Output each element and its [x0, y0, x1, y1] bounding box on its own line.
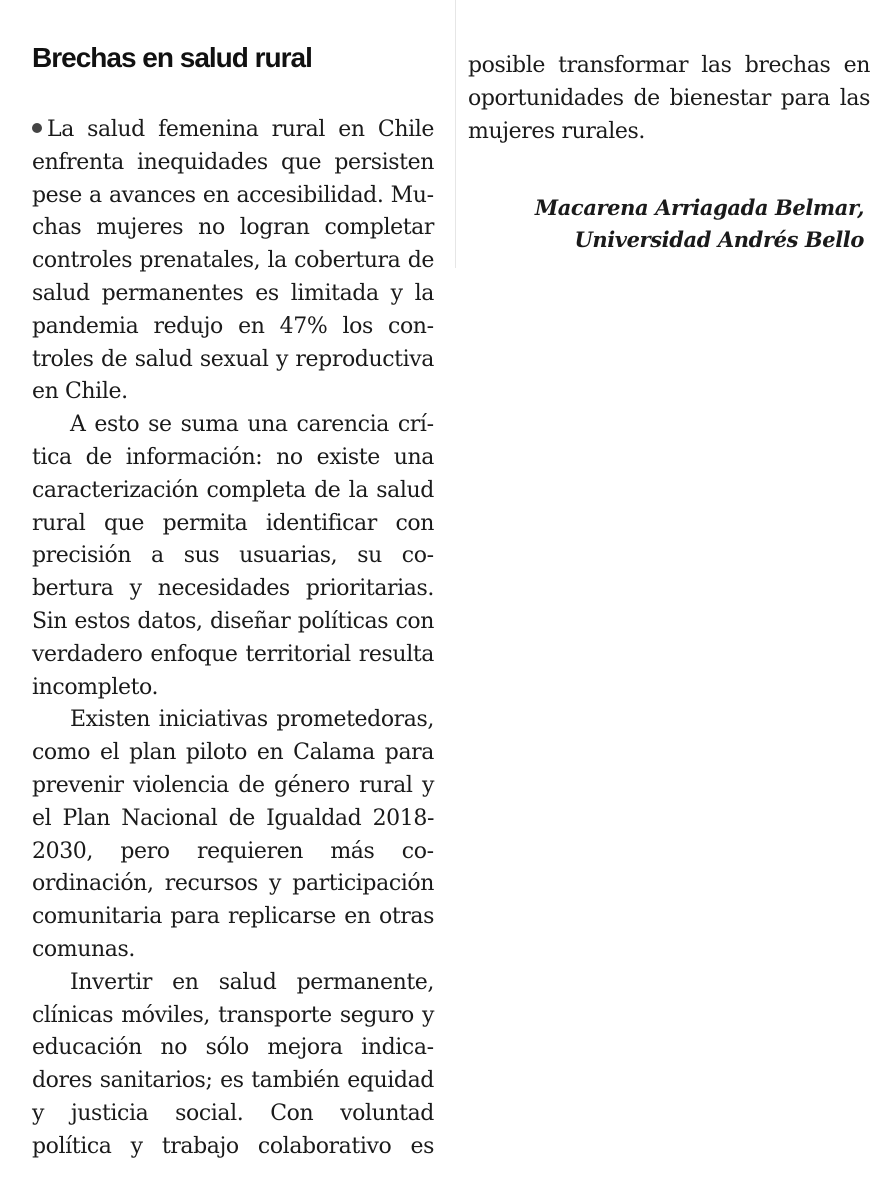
author-byline: [468, 192, 870, 256]
article-paragraph-4-end: posible transformar las brechas en oportunidades de bienestar para las mujeres rurales.: [468, 53, 870, 144]
article-paragraph-3: Existen iniciativas prometedoras, como el plan piloto en Calama para prevenir violencia de género rural y el Plan Nacional de Igualdad 2018-2030, pero requieren más coordinación, recursos y participación comunitaria para replicarse en otras comunas.: [32, 707, 434, 962]
article-column-left: [32, 40, 434, 1164]
article-paragraph-1: [32, 114, 434, 409]
author-affiliation: Universidad Andrés Bello: [574, 227, 864, 253]
article-column-right: [468, 50, 870, 256]
paragraph-1-text: La salud femenina rural en Chile enfrenta inequidades que persisten pese a avances en accesibilidad. Muchas mujeres no logran completar controles prenatales, la cobertura de salud permanentes es limitada y la pandemia redujo en 47% los controles de salud sexual y reproductiva en Chile.: [32, 117, 434, 405]
bullet-icon: [32, 123, 42, 133]
article-paragraph-4-start: Invertir en salud permanente, clínicas móviles, transporte seguro y educación no sólo mejora indicadores sanitarios; es también equidad y justicia social. Con voluntad política y trabajo colaborativo es: [32, 969, 434, 1159]
author-name: Macarena Arriagada Belmar,: [534, 195, 864, 221]
article-headline: Brechas en salud rural: [32, 42, 312, 73]
article-paragraph-2: A esto se suma una carencia crítica de información: no existe una caracterización completa de la salud rural que permita identificar con precisión a sus usuarias, su cobertura y necesidades prioritarias. Sin estos datos, diseñar políticas con verdadero enfoque territorial resulta incompleto.: [32, 412, 434, 700]
column-divider: [455, 0, 456, 268]
